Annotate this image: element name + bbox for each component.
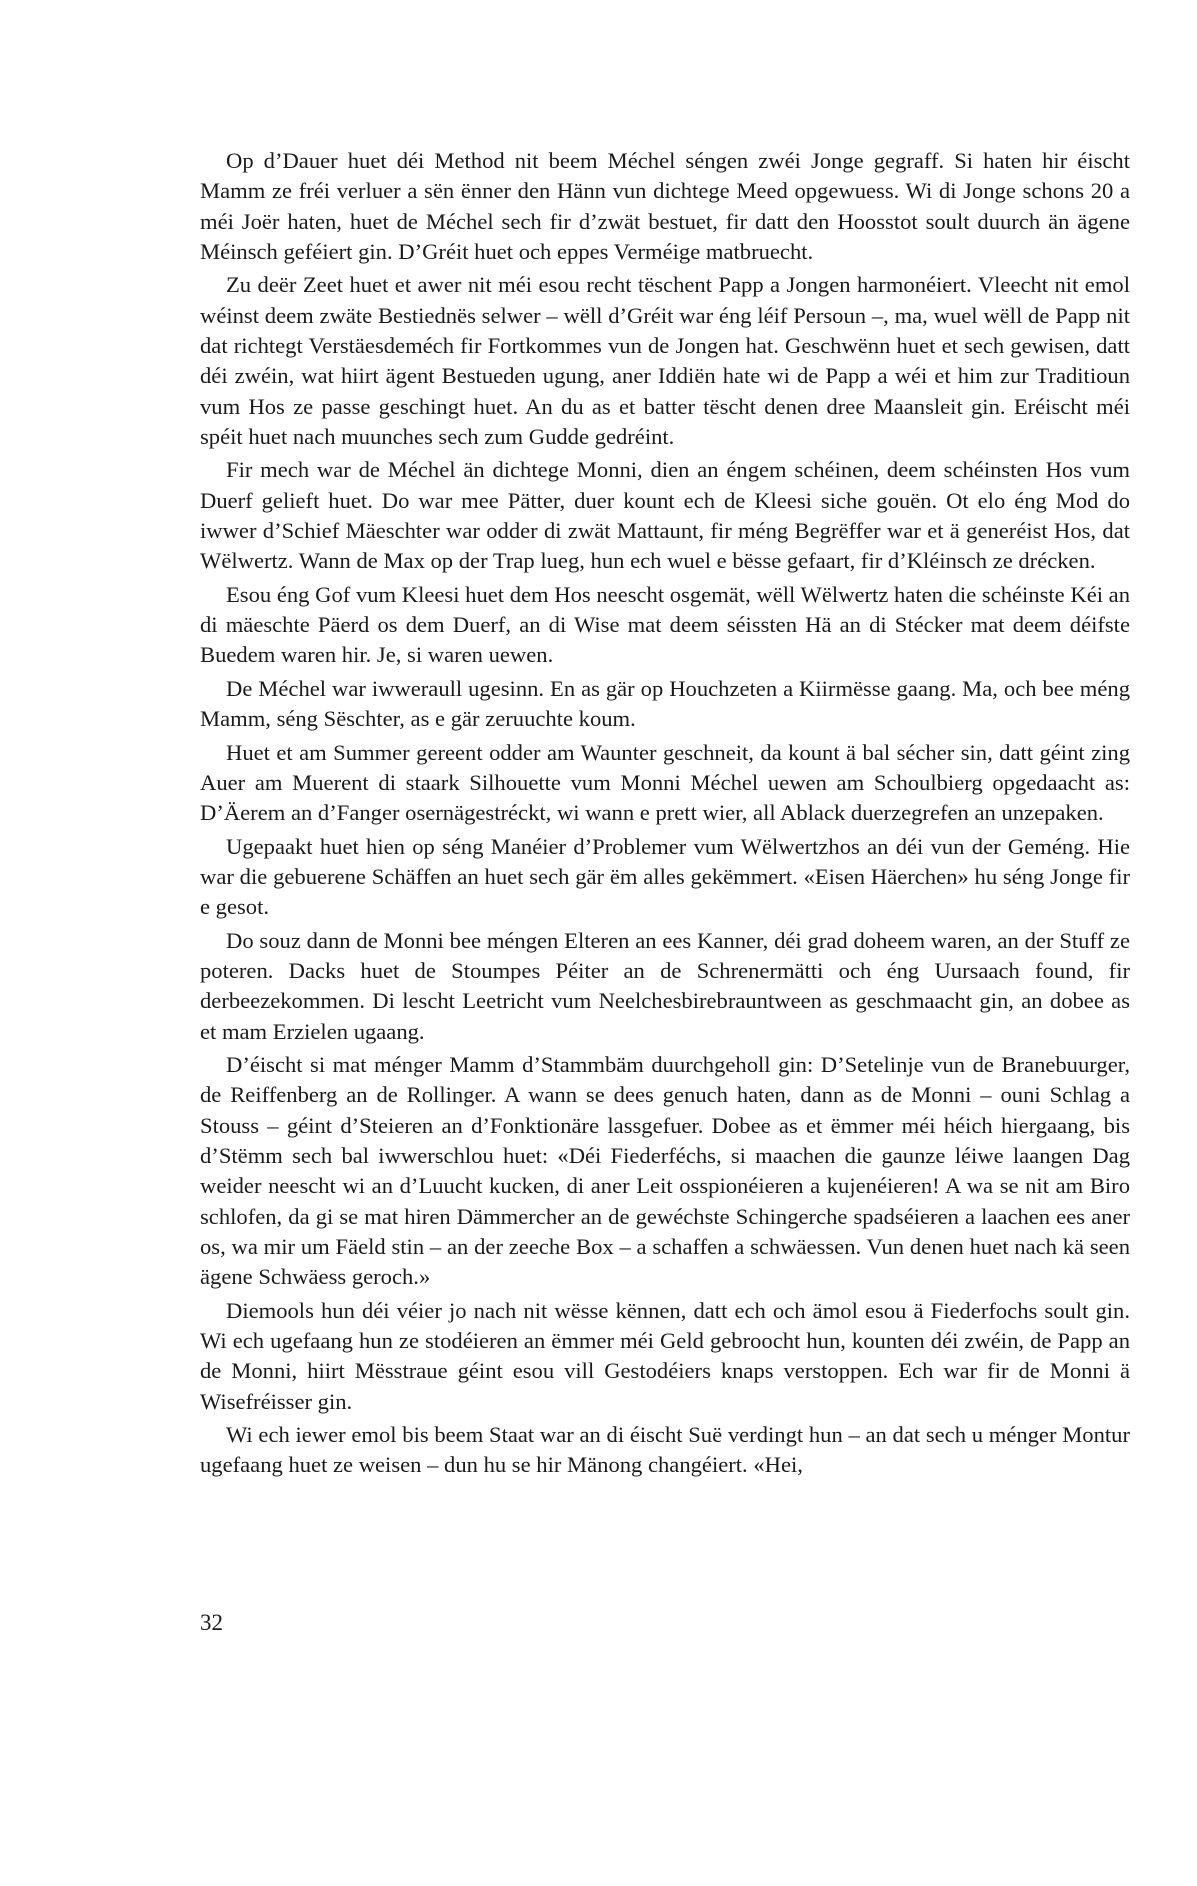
paragraph: D’éischt si mat ménger Mamm d’Stammbäm duurchgeholl gin: D’Setelinje vun de Branebuurger, de Reiffenberg an de Rollinger. A wann se dees genuch haten, dann as de Monni – ouni Schlag a Stouss – géint d’Steieren an d’Fonktionäre lassgefuer. Dobee as et ëmmer méi héich hiergaang, bis d’Stëmm sech bal iwwerschlou huet: «Déi Fiederféchs, si maachen die gaunze léiwe laangen Dag weider neescht wi an d’Luucht kucken, di aner Leit osspionéieren a kujenéieren! A wa se nit am Biro schlofen, da gi se mat hiren Dämmercher an de gewéchste Schingerche spadséieren a laachen ees aner os, wa mir um Fäeld stin – an der zeeche Box – a schaffen a schwäessen. Vun denen huet nach kä seen ägene Schwäess geroch.» — [200, 1052, 1130, 1290]
paragraph: Ugepaakt huet hien op séng Manéier d’Problemer vum Wëlwertzhos an déi vun der Geméng. Hie war die gebuerene Schäffen an huet sech gär ëm alles gekëmmert. «Eisen Häerchen» hu séng Jonge fir e gesot. — [200, 833, 1130, 920]
paragraph: Fir mech war de Méchel än dichtege Monni, dien an éngem schéinen, deem schéinsten Hos vum Duerf gelieft huet. Do war mee Pätter, duer kount ech de Kleesi siche gouën. Ot elo éng Mod do iwwer d’Schief Mäeschter war odder di zwät Mattaunt, fir méng Begrëffer war et ä generéist Hos, dat Wëlwertz. Wann de Max op der Trap lueg, hun ech wuel e bësse gefaart, fir d’Kléinsch ze drécken. — [200, 457, 1130, 574]
paragraph: Wi ech iewer emol bis beem Staat war an di éischt Suë verdingt hun – an dat sech u ménger Montur ugefaang huet ze weisen – dun hu se hir Mänong changéiert. «Hei, — [200, 1422, 1130, 1478]
paragraph: Zu deër Zeet huet et awer nit méi esou recht tëschent Papp a Jongen harmonéiert. Vleecht nit emol wéinst deem zwäte Bestiednës selwer – wëll d’Gréit war éng léif Persoun –, ma, wuel wëll de Papp nit dat richtegt Verstäesdeméch fir Fortkommes vun de Jongen hat. Geschwënn huet et sech gewisen, datt déi zwéin, wat hiirt ägent Bestueden ugung, aner Iddiën hate wi de Papp a wéi et him zur Traditioun vum Hos ze passe geschingt huet. An du as et batter tëscht denen dree Maansleit gin. Eréischt méi spéit huet nach muunches sech zum Gudde gedréint. — [200, 272, 1130, 449]
paragraph: Do souz dann de Monni bee méngen Elteren an ees Kanner, déi grad doheem waren, an der Stuff ze poteren. Dacks huet de Stoumpes Péiter an de Schrenermätti och éng Uursaach found, fir derbeezekommen. Di lescht Leetricht vum Neelchesbirebrauntween as geschmaacht gin, an dobee as et mam Erzielen ugaang. — [200, 927, 1130, 1044]
paragraph: De Méchel war iwweraull ugesinn. En as gär op Houchzeten a Kiirmësse gaang. Ma, och bee méng Mamm, séng Sëschter, as e gär zeruuchte koum. — [200, 675, 1130, 732]
paragraph: Huet et am Summer gereent odder am Waunter geschneit, da kount ä bal sécher sin, datt géint zing Auer am Muerent di staark Silhouette vum Monni Méchel uewen am Schoulbierg opgedaacht as: D’Äerem an d’Fanger osernägestréckt, wi wann e prett wier, all Ablack duerzegrefen an unzepaken. — [200, 739, 1130, 826]
paragraph: Diemools hun déi véier jo nach nit wësse kënnen, datt ech och ämol esou ä Fiederfochs soult gin. Wi ech ugefaang hun ze stodéieren an ëmmer méi Geld gebroocht hun, kounten déi zwéin, de Papp an de Monni, hiirt Mësstraue géint esou vill Gestodéiers knaps verstoppen. Ech war fir de Monni ä Wisefréisser gin. — [200, 1297, 1130, 1414]
paragraph: Esou éng Gof vum Kleesi huet dem Hos neescht osgemät, wëll Wëlwertz haten die schéinste Kéi an di mäeschte Päerd os dem Duerf, an di Wise mat deem séissten Hä an di Stécker mat deem déifste Buedem waren hir. Je, si waren uewen. — [200, 581, 1130, 668]
body-text — [200, 146, 1130, 1484]
page-number: 32 — [200, 1610, 223, 1635]
paragraph: Op d’Dauer huet déi Method nit beem Méchel séngen zwéi Jonge gegraff. Si haten hir éischt Mamm ze fréi verluer a sën ënner den Hänn vun dichtege Meed opgewuess. Wi di Jonge schons 20 a méi Joër haten, huet de Méchel sech fir d’zwät bestuet, fir datt den Hoosstot soult duurch än ägene Méinsch geféiert gin. D’Gréit huet och eppes Verméige matbruecht. — [200, 148, 1130, 264]
